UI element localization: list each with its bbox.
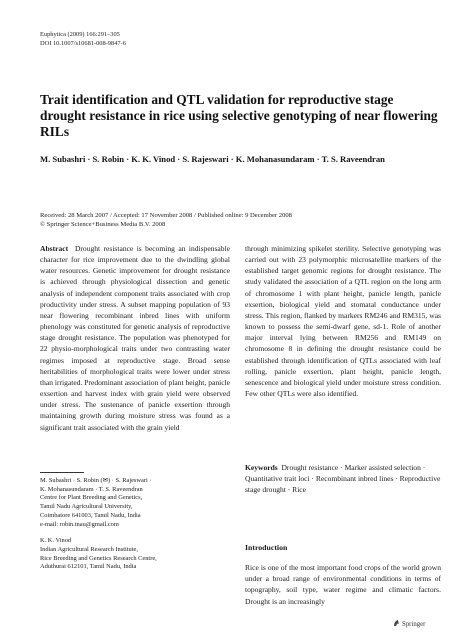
abstract-text-left: Drought resistance is becoming an indispensable character for rice improvement due to the dwindling global water resources. Genetic improvement for drought resistance is achieved through physiological dissection and genetic analysis of independent component traits associated with crop productivity under stress. A subset mapping population of 93 near flowering recombinant inbred lines with uniform phenology was constituted for genetic analysis of reproductive stage drought resistance. The population was phenotyped for 22 physio-morphological traits under two contrasting water regimes imposed at reproductive stage. Broad sense heritabilities of morphological traits were lower under stress than irrigated. Predominant association of plant height, panicle exsertion and harvest index with grain yield were observed under stress. The sustenance of panicle exsertion through maintaining growth during moisture stress was found as a significant trait associated with the grain yield [40, 244, 230, 432]
affiliation-authors-1: M. Subashri · S. Robin (✉) · S. Rajeswari · [40, 477, 152, 484]
article-title: Trait identification and QTL validation for reproductive stage drought resistance in rice using selective genotyping of near flowering RILs [40, 92, 438, 139]
publisher-name: Springer [402, 621, 426, 628]
keywords-text: Drought resistance · Marker assisted selection · Quantitative trait loci · Recombinant inbred lines · Reproductive stage drought · Rice [245, 463, 441, 494]
footnote-divider [40, 472, 84, 473]
affiliation-centre-2: Rice Breeding and Genetics Research Centre, [40, 554, 157, 562]
author-list: M. Subashri · S. Robin · K. K. Vinod · S. Rajeswari · K. Mohanasundaram · T. S. Raveendran [40, 154, 385, 164]
left-column [40, 243, 230, 433]
affiliation-address: Coimbatore 641003, Tamil Nadu, India [40, 511, 141, 519]
right-column [245, 243, 441, 399]
corresponding-email[interactable]: e-mail: robin.tnau@gmail.com [40, 520, 119, 528]
keywords-label: Keywords [245, 463, 278, 472]
affiliation-university: Tamil Nadu Agricultural University, [40, 503, 133, 511]
abstract-text-right: through minimizing spikelet sterility. Selective genotyping was carried out with 23 polymorphic microsatellite markers of the established target genomic regions for drought resistance. The study validated the association of a QTL region on the long arm of chromosome 1 with plant height, panicle length, panicle exsertion, biological yield and stomatal conductance under stress. This region, flanked by markers RM246 and RM315, was known to possess the semi-dwarf gene, sd-1. Role of another major interval lying between RM256 and RM149 on chromosome 8 in defining the drought resistance could be established through identification of QTLs associated with leaf rolling, panicle exsertion, plant height, panicle length, senescence and biological yield under moisture stress condition. Few other QTLs were also identified. [245, 244, 441, 399]
journal-citation: Euphytica (2009) 166:291–305 [40, 31, 120, 38]
affiliation-authors-2: K. Mohanasundaram · T. S. Raveendran [40, 485, 143, 493]
springer-horse-icon [393, 619, 400, 627]
affiliation-institution-2: Indian Agricultural Research Institute, [40, 545, 138, 553]
affiliation-institution: Centre for Plant Breeding and Genetics, [40, 494, 143, 502]
affiliation-author-2: K. K. Vinod [40, 537, 72, 545]
keywords [245, 462, 441, 495]
affiliations [40, 477, 230, 572]
article-history [40, 211, 460, 229]
abstract-label: Abstract [40, 244, 69, 253]
publication-dates: Received: 28 March 2007 / Accepted: 17 November 2008 / Published online: 9 December 2008 [40, 212, 292, 219]
abstract-left [40, 243, 230, 433]
introduction-heading: Introduction [245, 543, 288, 552]
doi: DOI 10.1007/s10681-008-9847-6 [40, 40, 126, 47]
introduction-text: Rice is one of the most important food crops of the world grown under a broad range of environmental conditions in terms of topography, soil type, water regime and climatic factors. Drought is an increasingly [245, 563, 441, 606]
copyright-notice: © Springer Science+Business Media B.V. 2008 [40, 221, 166, 228]
affiliation-address-2: Aduthurai 612101, Tamil Nadu, India [40, 563, 137, 571]
journal-reference [40, 30, 126, 48]
publisher-footer [393, 619, 425, 628]
